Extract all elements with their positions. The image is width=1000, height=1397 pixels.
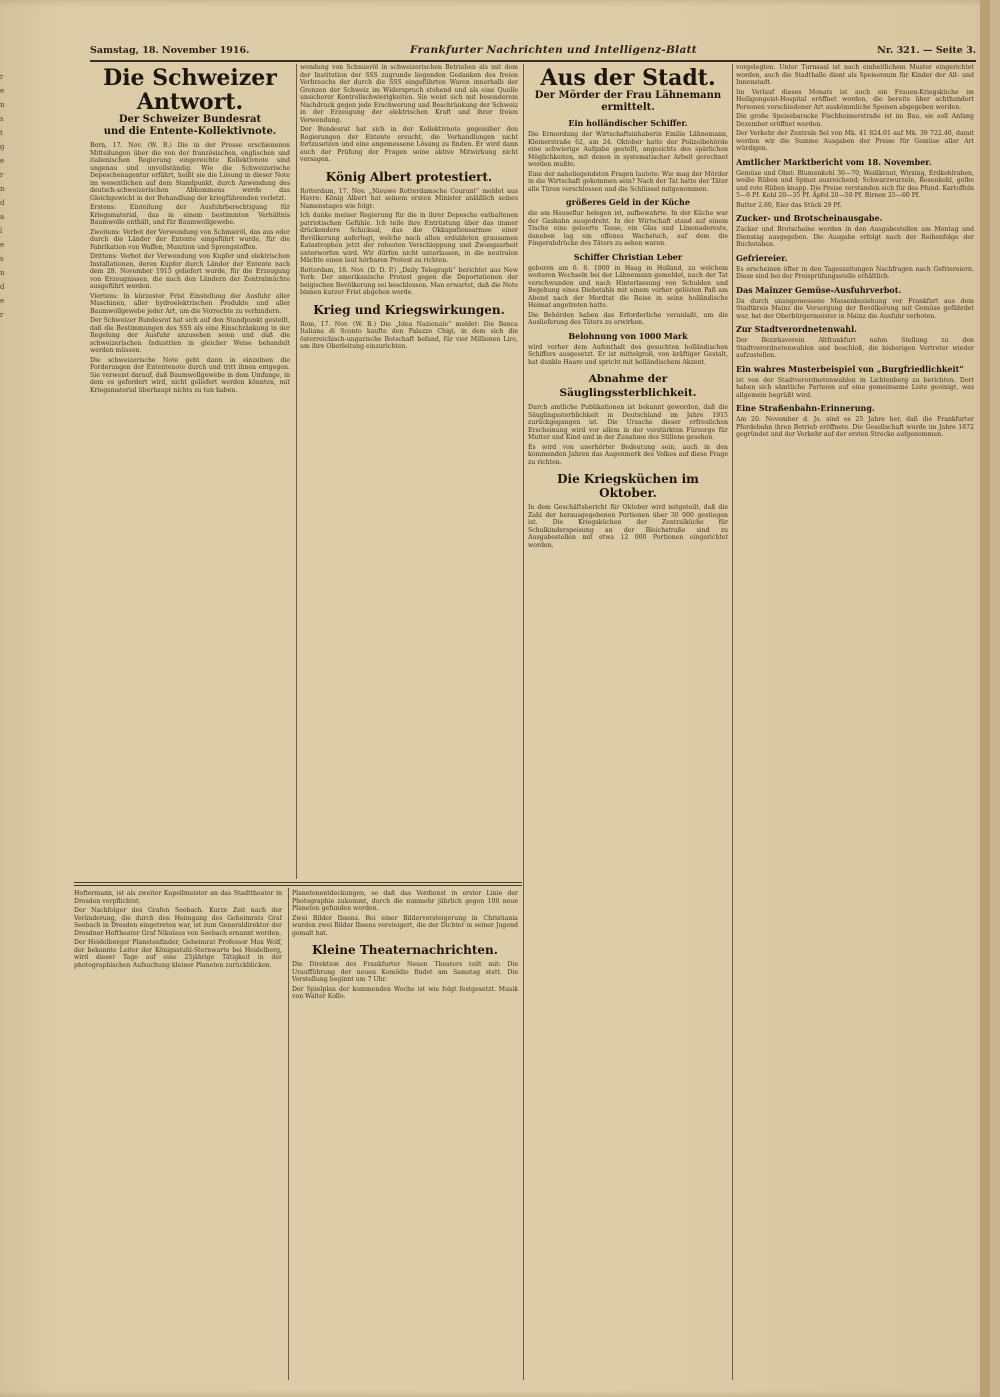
paragraph: Zwei Bilder Ibsens. Bei einer Bilderversteigerung in Christiania wurden zwei Bilder Ibsens versteigert, die der Dichter in seiner Jugend gemalt hat.: [292, 914, 518, 937]
article-body: [736, 377, 974, 400]
paragraph: Der Heidelberger Planetenfinder, Geheimrat Professor Max Wolf, der bekannte Leiter der Königsstuhl-Sternwarte bei Heidelberg, wird dieser Tage auf eine 25jährige Tätigkeit in der photographischen Aufsuchung kleiner Planeten zurückblicken.: [74, 939, 282, 969]
headline-koenig-albert: König Albert protestiert.: [325, 169, 493, 184]
paragraph: Drittens: Verbot der Verwendung von Kupfer und elektrischen Installationen, deren Kupfer durch Länder der Entente nach dem 28. November 1915 geliefert wurde, für die Erzeugung von Erzeugnissen, die nach den Ländern der Zentralmächte ausgeführt werden.: [90, 253, 290, 290]
paragraph: Eine der naheliegendsten Fragen lautete: Wie mag der Mörder in die Wirtschaft gekommen sein? Nach der Tat hatte der Täter alle Türen verschlossen und die Schlüssel mitgenommen.: [528, 170, 728, 193]
article-body: [736, 170, 974, 210]
paragraph: Es wird von unerhörter Bedeutung sein, auch in den kommenden Jahren das Augenmerk des Volkes auf diese Frage zu richten.: [528, 443, 728, 466]
margin-letter: n: [0, 101, 5, 109]
section-divider: [74, 885, 522, 886]
subhead-leber: Schiffer Christian Leber: [573, 251, 683, 262]
lower-left-column: [74, 890, 282, 1380]
article-body: [736, 64, 974, 153]
page-header: [90, 44, 976, 62]
article-body: [528, 404, 728, 466]
subhead-belohnung: Belohnung von 1000 Mark: [568, 330, 688, 341]
paragraph: Da durch unangemessene Massenbeziehung vor Frankfurt aus dem Stadtkreis Mainz die Versorgung der Bevölkerung mit Gemüse gefährdet war, hat der Oberbürgermeister in Mainz die Ausfuhr verboten.: [736, 297, 974, 320]
article-body: [736, 298, 974, 321]
paragraph: Zweitens: Verbot der Verwendung von Schmieröl, das aus oder durch die Länder der Entente eingeführt wurde, für die Fabrikation von Waffen, Munition und Sprengstoffen.: [90, 228, 290, 251]
column-divider: [296, 64, 297, 879]
headline-krieg-kriegswirkungen: Krieg und Kriegswirkungen.: [313, 302, 505, 317]
article-body: [300, 64, 518, 164]
paragraph: Am 20. November d. Js. sind es 25 Jahre her, daß die Frankfurter Pferdebahn ihren Betrieb eröffnete. Die Gesellschaft wurde im Jahre 1872 gegründet und der Verkehr auf der ersten Strecke aufgenommen.: [736, 416, 974, 438]
subhead-bundesrat: Der Schweizer Bundesrat: [118, 114, 262, 125]
column-divider: [732, 64, 733, 1380]
subhead-kollektivnote: und die Entente-Kollektivnote.: [103, 126, 277, 137]
issue-date: Samstag, 18. November 1916.: [90, 45, 250, 56]
paragraph: wendung von Schmieröl in schweizerischen Betrieben als mit dem der Institution der SSS zugrunde liegenden Gedanken des freien Verbrauchs der durch die SSS eingeführten Waren innerhalb der Grenzen der Schweiz im Widerspruch stehend und als eine Quelle unsicherer Kontrollschwierigkeiten. Sie weist sich mit besonderem Nachdruck gegen jede Erschwerung und Beschränkung der Schweiz in der Erzeugung der elektrischen Kraft und ihrer freien Verwendung.: [300, 64, 518, 124]
paragraph: Die schweizerische Note geht dann in einzelnen die Forderungen der Ententenote durch und tritt ihnen entgegen. Sie verweist darauf, daß Baumwollgewebe in dem Umfange, in dem es gefordert wird, nicht geliefert werden könnten, mit Kriegsmaterial überhaupt nichts zu tun haben.: [90, 356, 290, 394]
subhead-musterbeispiel: Ein wahres Musterbeispiel von „Burgfriedlichkeit“: [736, 363, 964, 374]
paragraph: Rom, 17. Nov. (W. B.) Die „Idea Nazionale“ meldet: Die Banca Italiana di Sconto kaufte den Palazzo Chigi, in dem sich die österreichisch-ungarische Botschaft befand, für vier Millionen Lire, um ihre Oberleitung einzurichten.: [300, 320, 518, 350]
column-1: [90, 66, 290, 881]
paragraph: Die Direktion des Frankfurter Neuen Theaters teilt mit: Die Uraufführung der neuen Komödie findet am Samstag statt. Die Vorstellung beginnt um 7 Uhr.: [292, 961, 518, 983]
headline-saeuglingssterblichkeit: Abnahme der Säuglingssterblichkeit.: [559, 373, 697, 399]
subhead-stadtverordnetenwahl: Zur Stadtverordnetenwahl.: [736, 324, 857, 334]
article-body: [292, 961, 518, 1001]
paragraph: Gemüse und Obst: Blumenkohl 30—70, Weißkraut, Wirsing, Erdkohlraben, weiße Rüben und Spinat ausreichend; Schwarzwurzeln, Rosenkohl, gelbe und rote Rüben knapp. Die Preise verstanden sich für das Pfund. Kartoffeln 5—6 Pf. Kohl 20—35 Pf. Äpfel 20—50 Pf. Birnen 25—60 Pf.: [736, 169, 974, 199]
paragraph: Die große Speisebaracke Fischheimerstraße ist im Bau, sie soll Anfang Dezember eröffnet werden.: [736, 113, 974, 128]
paragraph: Viertens: In kürzester Frist Einstellung der Ausfuhr aller Maschinen, aller hydroelektrischen Produkte und aller Baumwollgewebe jeder Art, um die Vorrechte zu verhindern.: [90, 292, 290, 315]
margin-letter: r: [0, 73, 4, 81]
paragraph: wird vorher dem Aufenthalt des gesuchten holländischen Schiffers ausgesetzt. Er ist mittelgroß, von kräftiger Gestalt, hat dunkle Haare und spricht mit holländischem Akzent.: [528, 343, 728, 366]
article-body: [90, 142, 290, 394]
paragraph: Im Verlauf dieses Monats ist auch ein Frauen-Kriegsküche im Heiligengeist-Hospital eröffnet worden, die bereits über achthundert Personen verschiedener Art auskömmliche Speisen abgegeben werden.: [736, 88, 974, 111]
article-body: [528, 504, 728, 549]
subhead-schiffer: Ein holländischer Schiffer.: [568, 118, 688, 128]
subhead-strassenbahn: Eine Straßenbahn-Erinnerung.: [736, 403, 875, 413]
article-body: [736, 226, 974, 249]
headline-aus-der-stadt: Aus der Stadt.: [540, 65, 716, 91]
paragraph: Der Verkehr der Zentrale fiel von Mk. 41 824.01 auf Mk. 39 722.40, damit werden wir die Summe Ausgaben der Preise für Gemüse aller Art würdigen.: [736, 130, 974, 152]
paragraph: die am Hauseflur belegen ist, aufbewahrte. In der Küche war der Gashahn ausgedreht. In der Wirtschaft stand auf einem Tische eine geleerte Tasse, ein Glas und Limonadereste, daneben lag ein offenes Wachstuch, auf dem die Fingerabdrücke des Täters zu sehen waren.: [528, 210, 728, 247]
margin-letter: g: [0, 143, 5, 151]
paragraph: Butter 2.60, Eier das Stück 29 Pf.: [736, 201, 842, 209]
margin-letter: d: [0, 283, 5, 291]
article-body: [292, 890, 518, 937]
paragraph: Der Bundesrat hat sich in der Kollektivnote gegenüber den Regierungen der Entente ersucht, die Verhandlungen nicht fortzusetzen und eine angemessene Lösung zu finden. Er wird dann auch der Prüfung der Fragen seine aktive Mitwirkung nicht versagen.: [300, 126, 518, 163]
column-divider: [288, 888, 289, 1380]
margin-letter: n: [0, 185, 5, 193]
lower-middle-column: [292, 890, 518, 1380]
paragraph: In dem Geschäftsbericht für Oktober wird mitgeteilt, daß die Zahl der herausgegebenen Portionen über 30 000 gestiegen ist. Die Kriegsküchen der Zentralküche für Schulkinderspeisung an der Bleichstraße sind zu Ausgabestellen mit etwa 12 000 Portionen eingerichtet worden.: [528, 504, 728, 549]
article-body: [528, 210, 728, 248]
article-body: [528, 265, 728, 327]
headline-theaternachrichten: Kleine Theaternachrichten.: [312, 943, 498, 957]
subhead-gefriereier: Gefriereier.: [736, 252, 788, 263]
column-divider: [523, 64, 524, 1380]
margin-letter: s: [0, 115, 4, 123]
margin-letter: n: [0, 269, 5, 277]
masthead: Frankfurter Nachrichten und Intelligenz-Blatt: [410, 44, 697, 56]
paragraph: Hoftermann, ist als zweiter Kapellmeister an das Stadttheater in Dresden verpflichtet.: [74, 890, 282, 905]
paragraph: Die Behörden haben das Erforderliche veranlaßt, um die Auslieferung des Täters zu erwirken.: [528, 311, 728, 326]
paragraph: Rotterdam, 17. Nov. „Nieuwe Rotterdamsche Courant“ meldet aus Havre: König Albert hat seinem ersten Minister anläßlich seines Namenstages wie folgt:: [300, 187, 518, 210]
article-body: [736, 416, 974, 439]
section-divider: [74, 882, 522, 883]
article-body: [74, 890, 282, 969]
paragraph: Die Ermordung der Wirtschaftsinhaberin Emilie Lähnemann, Kleinerstraße 62, am 24. Oktober hatte der Polizeibehörde eine schwierige Aufgabe gestellt, angesichts des spärlichen Möglichkeiten, mit denen in systematischer Arbeit gerechnet werden mußte.: [528, 131, 728, 168]
margin-letter: r: [0, 311, 4, 319]
column-3: [528, 64, 728, 1380]
subhead-mainzer: Das Mainzer Gemüse-Ausfuhrverbot.: [736, 284, 902, 295]
paragraph: Erstens: Einteilung der Ausfuhrberechtigung für Kriegsmaterial, das in einem bestimmten Verhältnis Baumwolle enthält, und für Baumwollgewebe.: [90, 204, 290, 226]
paragraph: Es erscheinen öfter in den Tageszeitungen Nachfragen nach Gefriereiern. Diese sind bei der Preisprüfungsstelle erhältlich.: [736, 265, 974, 280]
column-4: [736, 64, 974, 1380]
paragraph: Planetenentdeckungen, so daß das Verdienst in erster Linie der Photographie zukommt, durch die nunmehr jährlich gegen 100 neue Planeten gefunden werden.: [292, 890, 518, 912]
headline-kriegskuechen: Die Kriegsküchen im Oktober.: [557, 472, 699, 500]
margin-letter: e: [0, 87, 5, 95]
paragraph: Zucker und Brotscheine werden in den Ausgabestellen am Montag und Dienstag ausgegeben. Die Ausgabe erfolgt nach der Reihenfolge der Buchstaben.: [736, 226, 974, 248]
article-body: [300, 188, 518, 297]
page-edge: [980, 0, 990, 1397]
column-2: [300, 64, 518, 879]
article-body: [736, 266, 974, 281]
subhead-zucker: Zucker- und Brotscheinausgabe.: [736, 213, 883, 223]
paragraph: Der Schweizer Bundesrat hat sich auf den Standpunkt gestellt, daß die Bestimmungen des SSS als eine Einschränkung in der Regelung der Ausfuhr anzusehen seien und daß die schweizerischen Industrien in gleicher Weise behandelt werden müssen.: [90, 317, 290, 354]
paragraph: ist von der Stadtverordnetenwahlen in Lichtenberg zu berichten. Dort haben sich sämtliche Parteien auf eine gemeinsame Liste geeinigt, was allgemein begrüßt wird.: [736, 376, 974, 399]
margin-letter: a: [0, 213, 5, 221]
paragraph: Der Nachfolger des Grafen Seebach. Kurze Zeit nach der Veränderung, die durch den Heimgang des Geheimrats Graf Seebach in Dresden eingetreten war, ist zum Generaldirektor der Dresdner Hoftheater Graf Nikolaus von Seebach ernannt worden.: [74, 907, 282, 937]
paragraph: Der Bezirksverein Altfrankfurt nahm Stellung zu den Stadtverordnetenwahlen und beschloß, die bisherigen Vertreter wieder aufzustellen.: [736, 337, 974, 359]
paragraph: Rotterdam, 18. Nov. (D. D. P.) „Daily Telegraph“ berichtet aus New York: Der amerikanische Protest gegen die Deportationen der belgischen Bevölkerung sei beschlossen. Man erwartet, daß die Note binnen kurzer Frist abgehen werde.: [300, 266, 518, 296]
margin-letter: d: [0, 199, 5, 207]
margin-letter: s: [0, 255, 4, 263]
margin-letter: l: [0, 227, 3, 235]
margin-letter: t: [0, 129, 3, 137]
paragraph: geboren am 6. 8. 1900 in Haag in Holland, zu welchem weiteren Wechseln bei der Lähnemann gemeldet, nach der Tat verschwunden und nach Hinterlassung von Schulden und Begehung eines Diebstahls mit einem vorher gelösten Paß am Abend nach der Mordtat die Reise in seine holländische Heimat angetreten hatte.: [528, 264, 728, 309]
article-body: [300, 321, 518, 351]
left-margin-text: [0, 70, 12, 1370]
paragraph: Durch amtliche Publikationen ist bekannt geworden, daß die Säuglingssterblichkeit in Deutschland im Jahre 1915 zurückgegangen ist. Die Ursache dieser erfreulichen Erscheinung wird vor allem in der verstärkten Fürsorge für Mutter und Kind und in der Zunahme des Stillens gesehen.: [528, 404, 728, 441]
article-body: [528, 131, 728, 193]
subhead-geld: größeres Geld in der Küche: [566, 197, 690, 207]
paragraph: Bern, 17. Nov. (W. B.) Die in der Presse erschienenen Mitteilungen über die von der französischen, englischen und italienischen Regierung eingereichte Kollektivnote sind ungenau und unvollständig. Wie die Schweizerische Depeschenagentur erfährt, heißt sie die Lösung in dieser Note im wesentlichen auf dem Standpunkt, durch Anwendung des deutsch-schweizerischen Abkommens werde das Gleichgewicht in der Behandlung der kriegführenden verletzt.: [90, 142, 290, 202]
article-body: [736, 337, 974, 360]
headline-schweizer-antwort: Die Schweizer Antwort.: [103, 66, 277, 115]
paragraph: Ich danke meiner Regierung für die in ihrer Depesche enthaltenen patriotischen Gefühle. Ich teile ihre Entrüstung über das immer drückendere Schicksal, das die Okkupationsarmee einer Bevölkerung auferlegt, welche nach allen erduldeten grausamen Katastrophen jetzt der rohesten Verschleppung und Zwangsarbeit unterworfen wird. Wir dürfen nicht unterlassen, in die neutralen Mächte einen laut hörbaren Protest zu richten.: [300, 212, 518, 264]
subhead-moerder: Der Mörder der Frau Lähnemann ermittelt.: [534, 90, 722, 113]
margin-letter: e: [0, 297, 5, 305]
paragraph: vorgelegten. Unter Turnsaal ist nach einheitlichem Muster eingerichtet worden, auch die Stadthalle dient als Speiseraum für Kinder der Alt- und Innenstadt.: [736, 64, 974, 86]
margin-letter: r: [0, 171, 4, 179]
page-number: Nr. 321. — Seite 3.: [877, 45, 976, 56]
article-body: [528, 344, 728, 367]
subhead-marktbericht: Amtlicher Marktbericht vom 18. November.: [736, 156, 932, 167]
paragraph: Der Spielplan der kommenden Woche ist wie folgt festgesetzt. Musik von Walter Kollo.: [292, 985, 518, 1000]
margin-letter: e: [0, 157, 5, 165]
margin-letter: e: [0, 241, 5, 249]
